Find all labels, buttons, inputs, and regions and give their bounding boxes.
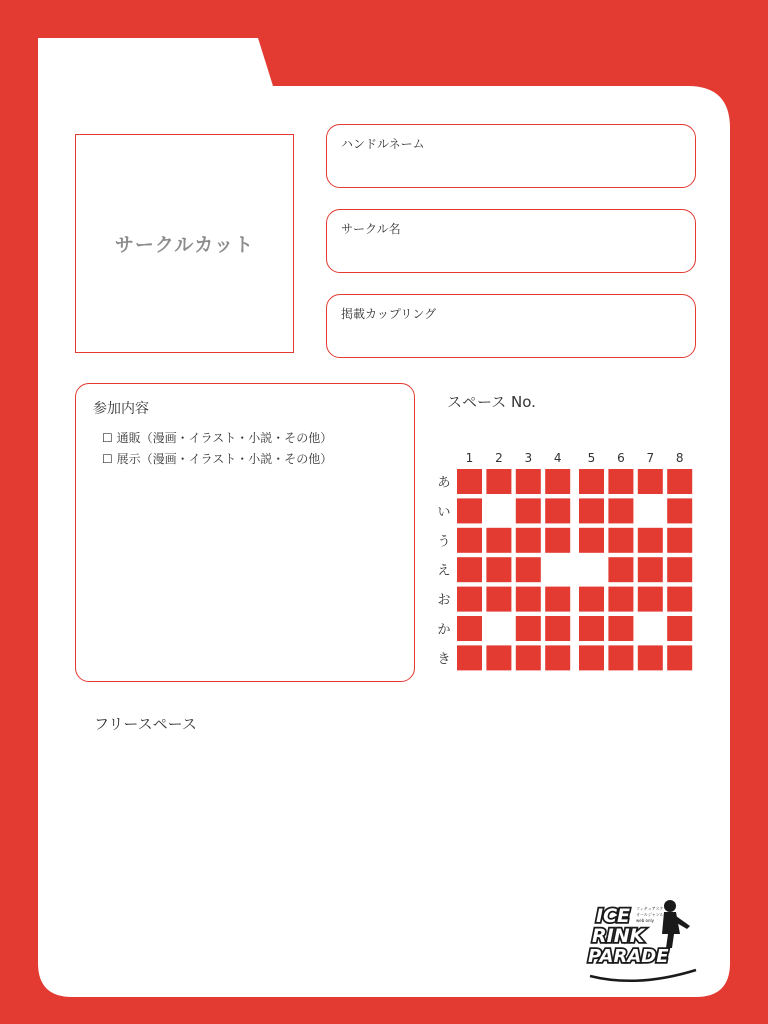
space-cell[interactable] [579,469,604,494]
space-column-label: 4 [553,451,562,465]
space-cell[interactable] [667,616,692,641]
space-cell[interactable] [457,587,482,612]
space-cell[interactable] [638,645,663,670]
coupling-field[interactable] [326,294,696,358]
space-cell[interactable] [486,587,511,612]
entry-sheet [38,38,730,997]
space-cell[interactable] [608,528,633,553]
space-cell[interactable] [579,498,604,523]
space-cell[interactable] [486,557,511,582]
logo-tagline-1: フィギュアスケート [636,906,672,911]
space-cell[interactable] [457,645,482,670]
space-column-label: 6 [617,451,625,465]
logo-line2: RINK [592,925,645,947]
space-row-label: い [437,504,451,520]
space-cell[interactable] [667,528,692,553]
space-no-title: スペース No. [447,393,536,411]
space-cell[interactable] [516,645,541,670]
space-cell[interactable] [545,645,570,670]
circle-name-field[interactable] [326,209,696,273]
space-cell[interactable] [667,557,692,582]
space-cell[interactable] [516,616,541,641]
space-cell[interactable] [667,498,692,523]
space-row-label: か [437,622,451,638]
participation-box [75,383,415,682]
space-cell[interactable] [638,469,663,494]
space-column-label: 3 [524,451,533,465]
logo-line3: PARADE [588,946,669,967]
space-cell[interactable] [486,645,511,670]
ice-rink-parade-logo [578,896,718,986]
handle-name-field[interactable] [326,124,696,188]
option-exhibit[interactable]: ☐ 展示（漫画・イラスト・小説・その他） [102,452,333,466]
space-cell[interactable] [579,587,604,612]
space-column-label: 7 [646,451,655,465]
space-cell[interactable] [457,469,482,494]
space-cell[interactable] [457,528,482,553]
space-cell[interactable] [608,469,633,494]
space-cell[interactable] [638,557,663,582]
circle-cut-label: サークルカット [114,234,255,256]
space-cell[interactable] [516,469,541,494]
space-column-label: 8 [675,451,684,465]
space-cell[interactable] [545,469,570,494]
space-cell[interactable] [608,498,633,523]
space-cell[interactable] [608,557,633,582]
space-row-label: う [437,534,451,550]
space-cell[interactable] [457,498,482,523]
circle-cut-box[interactable] [75,134,294,353]
space-cell[interactable] [608,616,633,641]
space-cell[interactable] [608,645,633,670]
space-cell[interactable] [638,528,663,553]
space-cell[interactable] [516,587,541,612]
space-cell[interactable] [486,469,511,494]
space-cell[interactable] [457,616,482,641]
space-cell[interactable] [545,528,570,553]
coupling-label: 掲載カップリング [341,307,437,321]
space-cell[interactable] [486,528,511,553]
space-cell[interactable] [579,616,604,641]
space-cell[interactable] [516,528,541,553]
space-grid [430,443,700,673]
space-column-label: 2 [495,451,503,465]
space-cell[interactable] [638,587,663,612]
space-cell[interactable] [667,587,692,612]
option-mail-order[interactable]: ☐ 通販（漫画・イラスト・小説・その他） [102,431,333,445]
space-cell[interactable] [516,498,541,523]
space-column-label: 5 [587,451,596,465]
space-cell[interactable] [579,528,604,553]
space-column-label: 1 [465,451,474,465]
space-row-label: あ [437,475,451,491]
free-space-title: フリースペース [94,715,197,733]
participation-title: 参加内容 [93,401,149,417]
space-row-label: お [437,593,451,609]
handle-name-label: ハンドルネーム [341,137,425,151]
logo-tagline-3: web only [636,918,655,923]
space-cell[interactable] [608,587,633,612]
logo-line1: ICE [596,905,630,927]
space-cell[interactable] [545,587,570,612]
space-cell[interactable] [516,557,541,582]
space-row-label: え [437,563,451,579]
space-cell[interactable] [667,469,692,494]
circle-name-label: サークル名 [341,222,401,236]
space-row-label: き [437,651,451,667]
logo-tagline-2: オールジャンル [636,912,664,917]
space-cell[interactable] [579,645,604,670]
space-cell[interactable] [545,498,570,523]
space-cell[interactable] [545,616,570,641]
space-cell[interactable] [457,557,482,582]
space-cell[interactable] [667,645,692,670]
